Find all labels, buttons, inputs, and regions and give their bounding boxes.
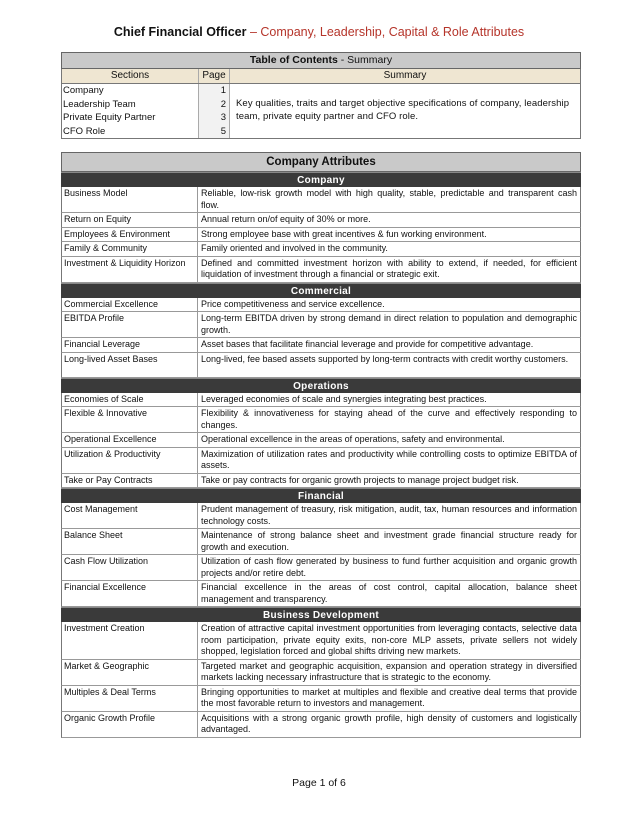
table-of-contents [61,52,581,139]
attribute-name: Operational Excellence [62,433,198,447]
attribute-name: Long-lived Asset Bases [62,353,198,377]
attribute-row [61,338,581,353]
attribute-description: Family oriented and involved in the community. [201,243,388,253]
attribute-description: Bringing opportunities to market at multiples and flexible and creative deal terms that provide the most favorable return to investors and management. [201,686,577,708]
attribute-name: Flexible & Innovative [62,407,198,432]
toc-header-row [61,69,581,84]
attribute-row [61,581,581,607]
toc-subtitle: - Summary [337,54,393,66]
attribute-name: Investment & Liquidity Horizon [62,257,198,282]
attribute-row [61,448,581,474]
attribute-name: Business Model [62,187,198,212]
toc-page-number: 1 [220,85,226,96]
toc-page-number: 2 [220,98,226,110]
attribute-description: Long-term EBITDA driven by strong demand in direct relation to population and demographic growth. [201,313,577,335]
attribute-row [61,712,581,738]
attribute-name: Cost Management [62,503,198,528]
attribute-description: Utilization of cash flow generated by business to fund further acquisition and organic growth projects and/or retire debt. [201,556,577,578]
attribute-row [61,312,581,338]
toc-pages-column [198,84,230,138]
attribute-description: Maximization of utilization rates and productivity while controlling costs to optimize EBITDA of assets. [201,448,577,470]
attribute-name: Investment Creation [62,622,198,659]
toc-col-sections: Sections [110,70,150,81]
attribute-description: Acquisitions with a strong organic growth profile, high density of customers and logistically advantaged. [201,712,577,734]
attribute-row [61,228,581,243]
attribute-row [61,433,581,448]
attribute-description: Leveraged economies of scale and synergies integrating best practices. [201,393,487,404]
toc-title: Table of Contents [249,54,338,66]
attribute-name: Family & Community [62,242,198,256]
document-title: Chief Financial Officer [113,25,247,39]
attribute-row [61,686,581,712]
attribute-row [61,257,581,283]
attribute-row [61,407,581,433]
attribute-row [61,242,581,257]
section-header-operations: Operations [61,378,581,393]
attribute-row [61,187,581,213]
toc-title-bar [61,52,581,69]
attribute-row [61,529,581,555]
attribute-name: Return on Equity [62,213,198,227]
attribute-name: Market & Geographic [62,660,198,685]
attribute-name: Employees & Environment [62,228,198,242]
attribute-description: Long-lived, fee based assets supported by long-term contracts with credit worthy customers. [201,353,569,364]
attribute-description: Defined and committed investment horizon with ability to extend, if needed, for efficient liquidation of investment through a financial or strategic exit. [201,257,577,279]
attribute-name: Balance Sheet [62,529,198,554]
section-header-financial: Financial [61,488,581,503]
document-subtitle: – Company, Leadership, Capital & Role Attributes [246,25,525,39]
attribute-row [61,353,581,378]
attributes-title: Company Attributes [61,152,581,172]
attribute-description: Strong employee base with great incentives & fun working environment. [201,228,487,239]
attribute-name: Organic Growth Profile [62,712,198,737]
attribute-name: Take or Pay Contracts [62,474,198,488]
attribute-name: Commercial Excellence [62,298,198,312]
page-header [0,24,638,40]
page-footer: Page 1 of 6 [292,777,346,789]
attribute-description: Asset bases that facilitate financial leverage and provide for competitive advantage. [201,339,534,349]
attribute-name: EBITDA Profile [62,312,198,337]
toc-summary-text: Key qualities, traits and target objective specifications of company, leadership team, private equity partner and CFO role. [236,98,570,122]
section-header-business-development: Business Development [61,607,581,622]
attribute-description: Maintenance of strong balance sheet and investment grade financial structure ready for growth and execution. [201,530,577,552]
attribute-row [61,622,581,660]
attribute-row [61,503,581,529]
attribute-description: Financial excellence in the areas of cost control, capital allocation, balance sheet management and transparency. [201,582,577,604]
attribute-row [61,474,581,489]
attribute-name: Utilization & Productivity [62,448,198,473]
attribute-description: Take or pay contracts for organic growth projects to manage project budget risk. [201,474,519,485]
company-attributes [61,152,581,738]
attribute-name: Economies of Scale [62,393,198,407]
attribute-row [61,660,581,686]
toc-section-item[interactable]: Leadership Team [63,98,136,110]
attribute-row [61,298,581,313]
toc-col-summary: Summary [383,70,427,81]
attribute-description: Annual return on/of equity of 30% or more. [201,214,371,224]
attribute-description: Targeted market and geographic acquisition, expansion and operation strategy in diversified markets lacking necessary infrastructure that is strategic to the economy. [201,660,577,682]
toc-sections-column [62,84,198,138]
attribute-name: Multiples & Deal Terms [62,686,198,711]
attribute-sections [61,172,581,738]
attribute-description: Prudent management of treasury, risk mitigation, audit, tax, human resources and information technology costs. [201,504,577,526]
attribute-name: Financial Excellence [62,581,198,606]
section-header-commercial: Commercial [61,283,581,298]
attribute-row [61,555,581,581]
attribute-name: Cash Flow Utilization [62,555,198,580]
attribute-name: Financial Leverage [62,338,198,352]
attribute-description: Reliable, low-risk growth model with high quality, stable, predictable and transparent cash flow. [201,188,577,210]
section-header-company: Company [61,172,581,187]
toc-page-number: 5 [220,125,226,137]
toc-body [61,84,581,139]
attribute-description: Creation of attractive capital investment opportunities from leveraging contacts, selective data room participation, private equity exits, non-core MLP assets, private sellers not widely shopped, legislation forced and global shifts driving new markets. [201,623,577,656]
toc-section-item[interactable]: Private Equity Partner [63,112,156,123]
toc-col-page: Page [198,69,230,83]
attribute-description: Operational excellence in the areas of operations, safety and environmental. [201,434,505,444]
attribute-description: Price competitiveness and service excellence. [201,298,385,309]
attribute-row [61,213,581,228]
toc-section-item[interactable]: CFO Role [63,125,106,137]
attribute-row [61,393,581,408]
toc-page-number: 3 [220,112,226,123]
toc-section-item[interactable]: Company [63,85,104,96]
attribute-description: Flexibility & innovativeness for staying ahead of the curve and effectively responding to changes. [201,408,577,430]
